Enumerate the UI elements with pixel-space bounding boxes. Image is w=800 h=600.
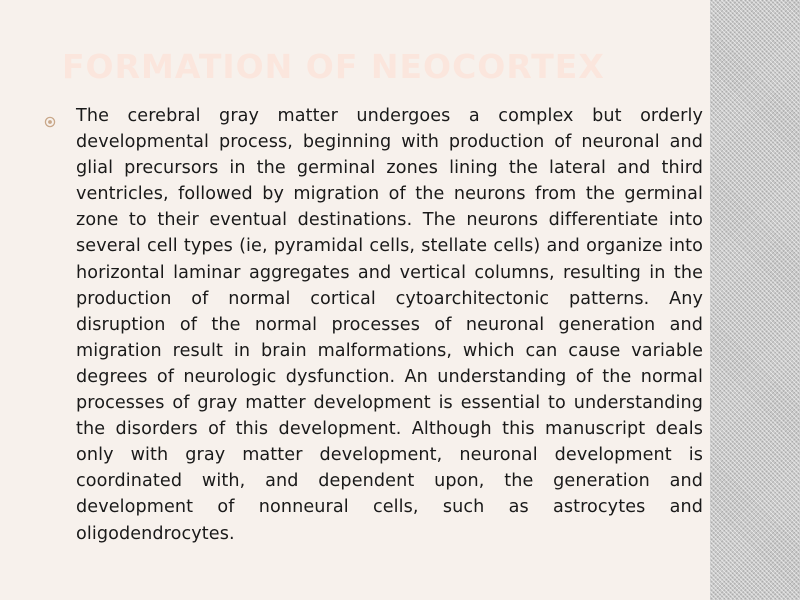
bullet-text: The cerebral gray matter undergoes a complex but orderly developmental process, beginning with production of neuronal and glial precursors in the germinal zones lining the lateral and third ventricles, followed by migration of the neurons from the germinal zone to their eventual destinations. The neurons differentiate into several cell types (ie, pyramidal cells, stellate cells) and organize into horizontal laminar aggregates and vertical columns, resulting in the production of normal cortical cytoarchitectonic patterns. Any disruption of the normal processes of neuronal generation and migration result in brain malformations, which can cause variable degrees of neurologic dysfunction. An understanding of the normal processes of gray matter development is essential to understanding the disorders of this development. Although this manuscript deals only with gray matter development, neuronal development is coordinated with, and dependent upon, the generation and development of nonneural cells, such as astrocytes and oligodendrocytes. — [76, 106, 703, 544]
circle-bullet-icon — [44, 113, 56, 125]
slide-title: FORMATION OF NEOCORTEX — [62, 47, 605, 86]
side-pattern-band — [710, 0, 800, 600]
